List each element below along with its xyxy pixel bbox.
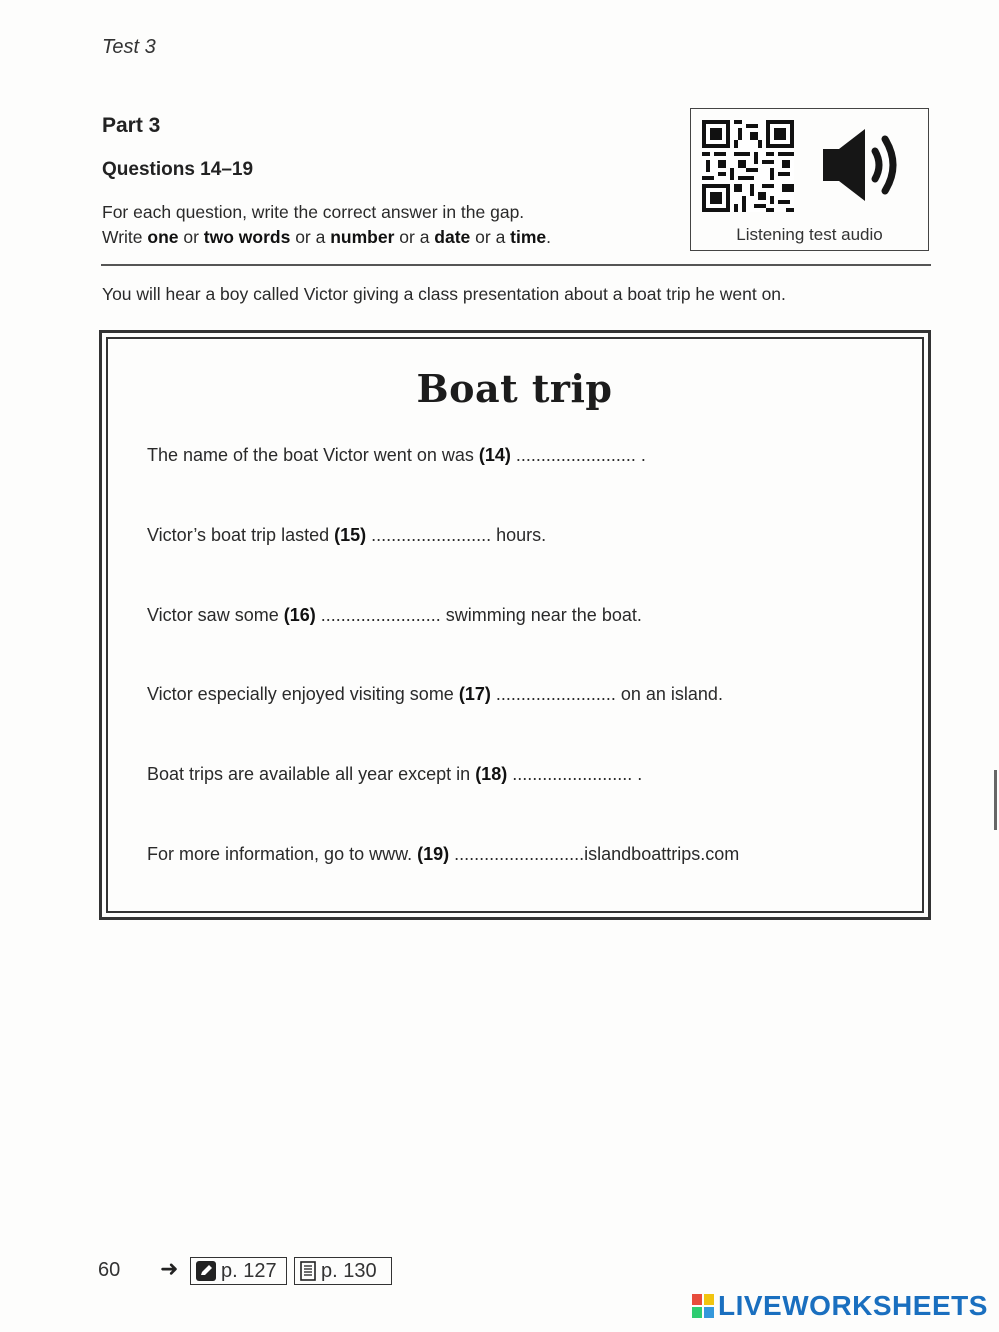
questions-range: Questions 14–19 <box>102 159 254 180</box>
box-title: Boat trip <box>416 366 613 411</box>
instruction-line-2: Write one or two words or a number or a date or a time. <box>102 227 552 247</box>
liveworksheets-logo[interactable] <box>692 1290 988 1322</box>
question-16[interactable]: Victor saw some (16) ........................ swimming near the boat. <box>147 605 642 625</box>
transcript-icon <box>300 1261 316 1281</box>
speaker-icon[interactable] <box>819 125 905 205</box>
scan-edge-mark <box>994 770 997 830</box>
part-title: Part 3 <box>102 114 161 137</box>
pencil-icon <box>196 1261 216 1281</box>
brand-text: LIVEWORKSHEETS <box>718 1290 988 1321</box>
question-17[interactable]: Victor especially enjoyed visiting some (17) ........................ on an island. <box>147 684 723 704</box>
reference-label-130: p. 130 <box>321 1259 377 1282</box>
reference-link-127[interactable] <box>190 1257 287 1285</box>
question-19[interactable]: For more information, go to www. (19) ..........................islandboattrips.com <box>147 844 740 864</box>
question-15[interactable]: Victor’s boat trip lasted (15) ........................ hours. <box>147 525 547 545</box>
instruction-line-1: For each question, write the correct answer in the gap. <box>102 202 525 222</box>
page-number: 60 <box>98 1259 121 1281</box>
qr-code-icon[interactable] <box>702 120 794 212</box>
logo-mark-icon <box>692 1294 714 1318</box>
reference-label-127: p. 127 <box>221 1259 277 1282</box>
question-14[interactable]: The name of the boat Victor went on was (14) ........................ . <box>147 445 646 465</box>
question-18[interactable]: Boat trips are available all year except in (18) ........................ . <box>147 764 643 784</box>
test-label: Test 3 <box>102 36 156 58</box>
audio-panel[interactable] <box>690 108 929 251</box>
audio-label: Listening test audio <box>736 225 883 244</box>
instructions <box>102 200 551 250</box>
intro-text: You will hear a boy called Victor giving a class presentation about a boat trip he went on. <box>102 284 786 304</box>
reference-link-130[interactable] <box>294 1257 392 1285</box>
arrow-icon: ➜ <box>160 1256 179 1281</box>
divider <box>101 264 931 266</box>
